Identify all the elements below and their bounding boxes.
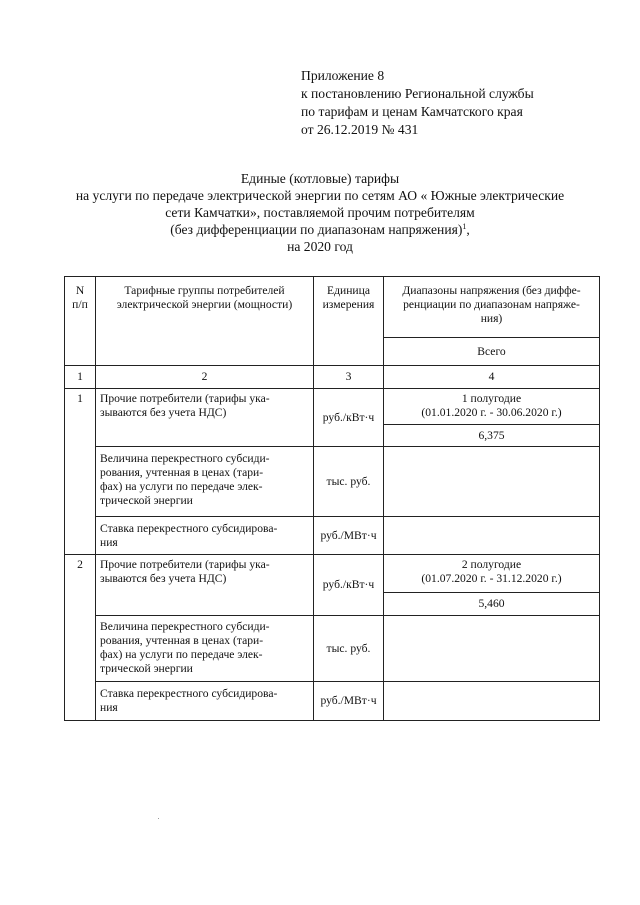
table-row: [65, 447, 600, 517]
title-line-text: (без дифференциации по диапазонам напряжения): [170, 222, 463, 237]
cell-text: зываются без учета НДС): [100, 406, 227, 419]
cell-text: фах) на услуги по передаче элек-: [100, 480, 263, 493]
rate-unit: руб./МВт·ч: [314, 682, 384, 721]
row-number: 2: [65, 555, 96, 721]
header-text: п/п: [72, 298, 88, 311]
title-line: Единые (котловые) тарифы: [240, 171, 400, 186]
rate-label: [96, 517, 314, 555]
table-row: [65, 682, 600, 721]
tariff-table: [64, 276, 600, 721]
appendix-line: к постановлению Региональной службы: [301, 86, 534, 101]
cell-text: зываются без учета НДС): [100, 572, 227, 585]
header-group: [96, 277, 314, 366]
table-row: [65, 517, 600, 555]
table-row: [65, 616, 600, 682]
subsidy-unit: тыс. руб.: [314, 616, 384, 682]
row-number: 1: [65, 389, 96, 555]
rate-unit: руб./МВт·ч: [314, 517, 384, 555]
header-text: электрической энергии (мощности): [116, 298, 293, 311]
header-text: ния): [480, 312, 503, 325]
column-number-row: [65, 366, 600, 389]
cell-text: (01.07.2020 г. - 31.12.2020 г.): [421, 572, 562, 585]
consumer-group: [96, 389, 314, 447]
title-line: на услуги по передаче электрической энергии по сетям АО « Южные электрические: [75, 188, 565, 203]
footnote-mark: 1: [462, 222, 467, 231]
column-number: 1: [65, 366, 96, 389]
subsidy-value: [384, 447, 600, 517]
document-title: [40, 170, 600, 255]
unit-cell: руб./кВт·ч: [314, 555, 384, 616]
header-total: Всего: [384, 338, 600, 366]
cell-text: ния: [100, 536, 118, 549]
cell-text: Ставка перекрестного субсидирова-: [100, 687, 278, 700]
column-number: 3: [314, 366, 384, 389]
header-text: N: [75, 284, 85, 297]
cell-text: трической энергии: [100, 494, 193, 507]
cell-text: (01.01.2020 г. - 30.06.2020 г.): [421, 406, 562, 419]
column-number: 2: [96, 366, 314, 389]
title-line: на 2020 год: [287, 239, 353, 254]
appendix-line: Приложение 8: [301, 68, 385, 83]
rate-value: [384, 682, 600, 721]
header-text: Диапазоны напряжения (без диффе-: [402, 284, 581, 297]
cell-text: рования, учтенная в ценах (тари-: [100, 634, 264, 647]
cell-text: Ставка перекрестного субсидирова-: [100, 522, 278, 535]
subsidy-label: [96, 616, 314, 682]
cell-text: Прочие потребители (тарифы ука-: [100, 392, 270, 405]
header-row: [65, 277, 600, 338]
cell-text: Прочие потребители (тарифы ука-: [100, 558, 270, 571]
title-line-punct: ,: [466, 222, 470, 237]
header-text: Единица: [327, 284, 370, 297]
table-row: [65, 555, 600, 593]
table-row: [65, 389, 600, 425]
header-text: Тарифные группы потребителей: [124, 284, 285, 297]
period-cell: [384, 555, 600, 593]
header-unit: [314, 277, 384, 366]
cell-text: Величина перекрестного субсиди-: [100, 620, 270, 633]
appendix-line: от 26.12.2019 № 431: [301, 122, 419, 137]
header-text: ренциации по диапазонам напряже-: [403, 298, 580, 311]
header-text: измерения: [322, 298, 375, 311]
subsidy-value: [384, 616, 600, 682]
appendix-line: по тарифам и ценам Камчатского края: [301, 104, 523, 119]
rate-value: [384, 517, 600, 555]
header-num: [65, 277, 96, 366]
cell-text: трической энергии: [100, 662, 193, 675]
column-number: 4: [384, 366, 600, 389]
cell-text: рования, учтенная в ценах (тари-: [100, 466, 264, 479]
cell-text: ния: [100, 701, 118, 714]
period-cell: [384, 389, 600, 425]
cell-text: Величина перекрестного субсиди-: [100, 452, 270, 465]
unit-cell: руб./кВт·ч: [314, 389, 384, 447]
cell-text: 2 полугодие: [461, 558, 522, 571]
subsidy-label: [96, 447, 314, 517]
consumer-group: [96, 555, 314, 616]
rate-label: [96, 682, 314, 721]
title-line: [40, 221, 600, 238]
appendix-header: [301, 67, 534, 139]
title-line: сети Камчатки», поставляемой прочим потребителям: [165, 205, 475, 220]
tariff-value: 6,375: [384, 425, 600, 447]
tariff-value: 5,460: [384, 593, 600, 616]
subsidy-unit: тыс. руб.: [314, 447, 384, 517]
scan-artifact: [158, 818, 159, 819]
cell-text: фах) на услуги по передаче элек-: [100, 648, 263, 661]
header-range: [384, 277, 600, 338]
cell-text: 1 полугодие: [461, 392, 522, 405]
